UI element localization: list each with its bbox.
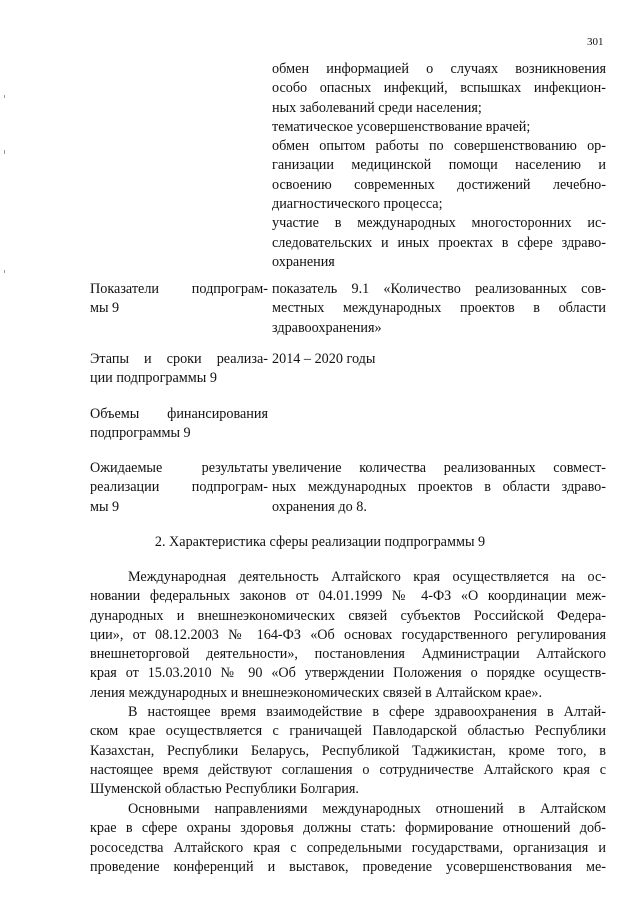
passport-top-block	[272, 60, 606, 272]
passport-line: участие в международных многосторонних ис-	[272, 215, 606, 232]
passport-line: охранения	[272, 253, 335, 270]
passport-value-indicators: показатель 9.1 «Количество реализованных сов- местных международных проектов в области здравоохранения»	[272, 281, 606, 336]
passport-line: ганизации медицинской помощи населению и	[272, 157, 606, 174]
passport-value-results: увеличение количества реализованных совмест- ных международных проектов в области здраво- охранения до 8.	[272, 460, 606, 515]
page-number: 301	[587, 36, 604, 48]
paragraph: Основными направлениями международных отношений в Алтайском крае в сфере охраны здоровья должны стать: формирование отношений доб- рососедства Алтайского края с сопредельными государствами, организация и проведение конференций и выставок, проведение усовершенствования ме-	[90, 801, 606, 875]
passport-line: особо опасных инфекций, вспышках инфекцион-	[272, 80, 606, 97]
passport-label-indicators: Показатели подпрограм- мы 9	[90, 281, 268, 317]
passport-line: следовательских и иных проектах в сфере здраво-	[272, 234, 606, 251]
passport-line: ных заболеваний среди населения;	[272, 99, 482, 116]
section-heading: 2. Характеристика сферы реализации подпрограммы 9	[154, 534, 486, 550]
passport-line: тематическое усовершенствование врачей;	[272, 118, 531, 135]
passport-value-stages: 2014 – 2020 годы	[272, 351, 376, 367]
passport-line: обмен информацией о случаях возникновения	[272, 61, 606, 77]
passport-line: диагностического процесса;	[272, 196, 443, 213]
passport-label-results: Ожидаемые результаты реализации подпрограм- мы 9	[90, 460, 268, 515]
passport-label-stages: Этапы и сроки реализа- ции подпрограммы 9	[90, 351, 268, 387]
passport-line: обмен опытом работы по совершенствованию ор-	[272, 138, 606, 155]
passport-label-funding: Объемы финансирования подпрограммы 9	[90, 406, 268, 442]
passport-line: освоению современных достижений лечебно-	[272, 176, 606, 193]
paragraph: В настоящее время взаимодействие в сфере здравоохранения в Алтай- ском крае осуществляется с граничащей Павлодарской областью Республики Казахстан, Республики Беларусь, Республикой Таджикистан, кроме того, в настоящее время действуют соглашения о сотрудничестве Алтайского края с Шуменской областью Республики Болгария.	[90, 704, 606, 798]
paragraph: Международная деятельность Алтайского края осуществляется на ос- новании федеральных законов от 04.01.1999 № 4-ФЗ «О координации меж- дународных и внешнеэкономических связей субъектов Российской Федера- ции», от 08.12.2003 № 164-ФЗ «Об основах государственного регулирования внешнеторговой деятельности», постановления Администрации Алтайского края от 15.03.2010 № 90 «Об утверждении Положения о порядке осуществ- ления международных и внешнеэкономических связей в Алтайском крае».	[90, 569, 606, 701]
